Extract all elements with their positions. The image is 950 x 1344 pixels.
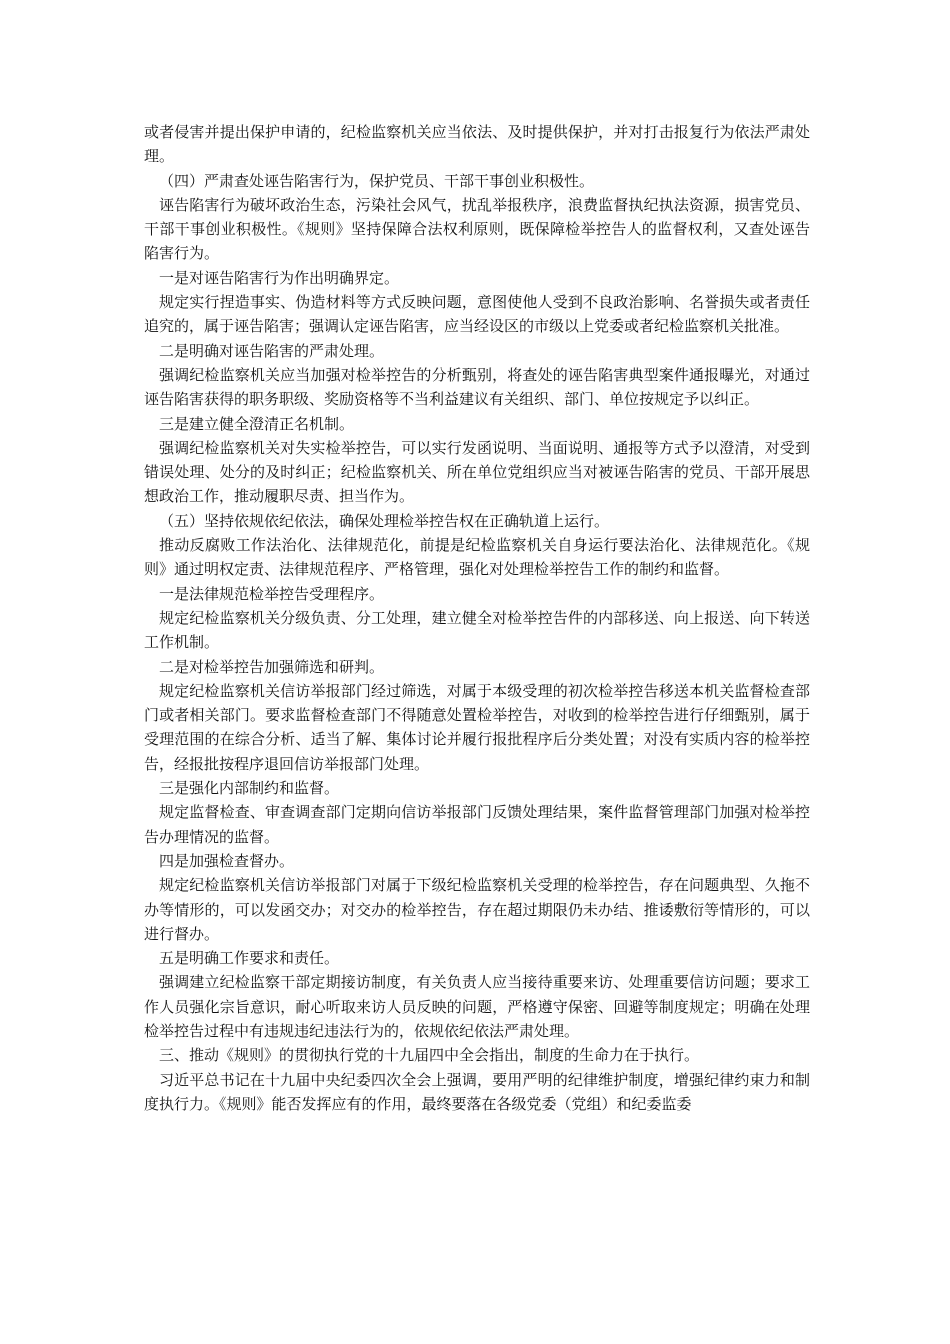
paragraph-17: 规定监督检查、审查调查部门定期向信访举报部门反馈处理结果，案件监督管理部门加强对检举控告办理情况的监督。 xyxy=(144,803,810,846)
point-heading-6: 三是强化内部制约和监督。 xyxy=(159,779,340,798)
point-heading-2: 二是明确对诬告陷害的严肃处理。 xyxy=(159,341,385,360)
point-heading-3: 三是建立健全澄清正名机制。 xyxy=(159,414,355,433)
section-heading-3: 三、推动《规则》的贯彻执行党的十九届四中全会指出，制度的生命力在于执行。 xyxy=(159,1046,700,1065)
point-heading-1: 一是对诬告陷害行为作出明确界定。 xyxy=(159,268,400,287)
point-heading-8: 五是明确工作要求和责任。 xyxy=(159,949,340,968)
paragraph-9: 强调纪检监察机关对失实检举控告，可以实行发函说明、当面说明、通报等方式予以澄清，对受到错误处理、处分的及时纠正；纪检监察机关、所在单位党组织应当对被诬告陷害的党员、干部开展思想政治工作，推动履职尽责、担当作为。 xyxy=(144,438,810,506)
paragraph-11: 推动反腐败工作法治化、法律规范化，前提是纪检监察机关自身运行要法治化、法律规范化。《规则》通过明权定责、法律规范程序、严格管理，强化对处理检举控告工作的制约和监督。 xyxy=(144,536,810,579)
paragraph-23: 习近平总书记在十九届中央纪委四次全会上强调，要用严明的纪律维护制度，增强纪律约束力和制度执行力。《规则》能否发挥应有的作用，最终要落在各级党委（党组）和纪委监委 xyxy=(144,1070,810,1113)
point-heading-4: 一是法律规范检举控告受理程序。 xyxy=(159,584,385,603)
paragraph-1: 或者侵害并提出保护申请的，纪检监察机关应当依法、及时提供保护，并对打击报复行为依法严肃处理。 xyxy=(144,123,810,166)
point-heading-7: 四是加强检查督办。 xyxy=(159,851,295,870)
paragraph-13: 规定纪检监察机关分级负责、分工处理，建立健全对检举控告件的内部移送、向上报送、向下转送工作机制。 xyxy=(144,608,810,652)
paragraph-15: 规定纪检监察机关信访举报部门经过筛选，对属于本级受理的初次检举控告移送本机关监督检查部门或者相关部门。要求监督检查部门不得随意处置检举控告，对收到的检举控告进行仔细甄别，属于受理范围的在综合分析、适当了解、集体讨论并履行报批程序后分类处置；对没有实质内容的检举控告，经报批按程序退回信访举报部门处理。 xyxy=(144,681,810,773)
document-page xyxy=(144,120,810,1116)
paragraph-7: 强调纪检监察机关应当加强对检举控告的分析甄别，将查处的诬告陷害典型案件通报曝光，对通过诬告陷害获得的职务职级、奖励资格等不当利益建议有关组织、部门、单位按规定予以纠正。 xyxy=(144,365,810,409)
paragraph-19: 规定纪检监察机关信访举报部门对属于下级纪检监察机关受理的检举控告，存在问题典型、久拖不办等情形的，可以发函交办；对交办的检举控告，存在超过期限仍未办结、推诿敷衍等情形的，可以进行督办。 xyxy=(144,876,810,943)
paragraph-5: 规定实行捏造事实、伪造材料等方式反映问题，意图使他人受到不良政治影响、名誉损失或者责任追究的，属于诬告陷害；强调认定诬告陷害，应当经设区的市级以上党委或者纪检监察机关批准。 xyxy=(144,293,810,336)
point-heading-5: 二是对检举控告加强筛选和研判。 xyxy=(159,657,385,676)
section-heading-4: （四）严肃查处诬告陷害行为，保护党员、干部干事创业积极性。 xyxy=(159,171,595,190)
paragraph-21: 强调建立纪检监察干部定期接访制度，有关负责人应当接待重要来访、处理重要信访问题；要求工作人员强化宗旨意识，耐心听取来访人员反映的问题，严格遵守保密、回避等制度规定；明确在处理检举控告过程中有违规违纪违法行为的，依规依纪依法严肃处理。 xyxy=(144,973,810,1040)
paragraph-3: 诬告陷害行为破坏政治生态，污染社会风气，扰乱举报秩序，浪费监督执纪执法资源，损害党员、干部干事创业积极性。《规则》坚持保障合法权利原则，既保障检举控告人的监督权利，又查处诬告陷害行为。 xyxy=(144,195,810,263)
section-heading-5: （五）坚持依规依纪依法，确保处理检举控告权在正确轨道上运行。 xyxy=(159,511,610,530)
